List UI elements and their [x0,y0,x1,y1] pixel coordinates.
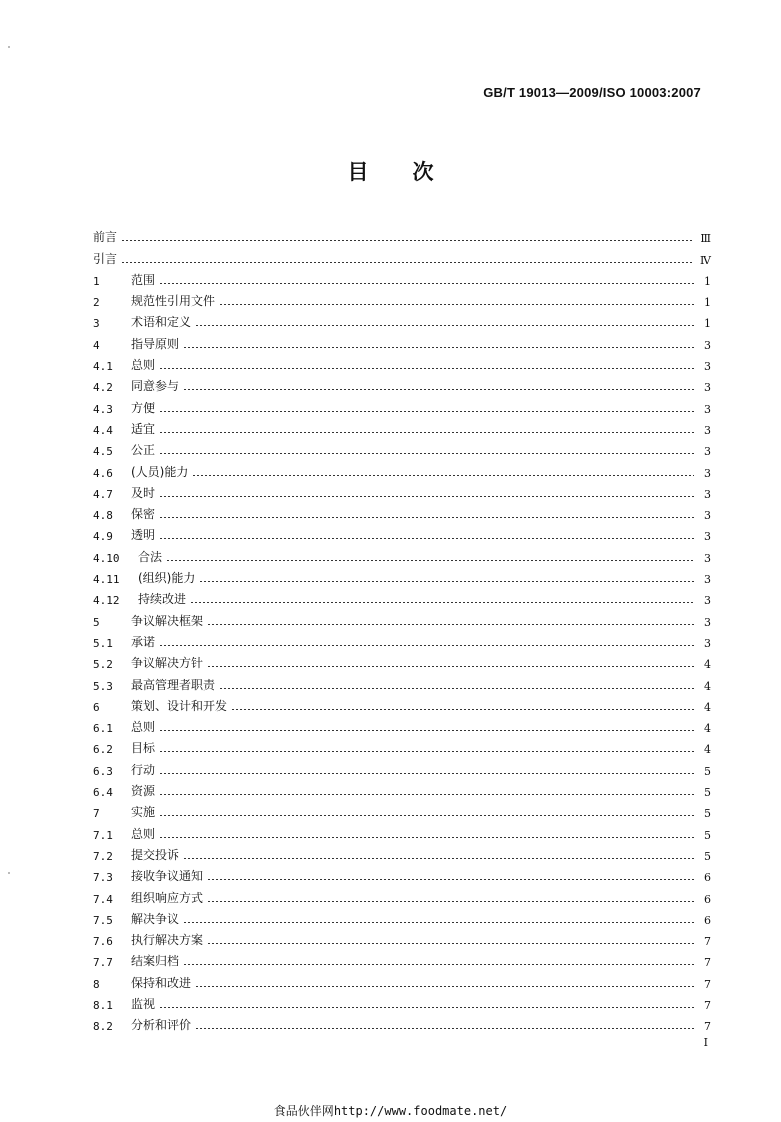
page-number: I [703,1036,708,1049]
toc-entry-label: 范围 [131,272,156,287]
toc-entry-number: 6.1 [93,722,113,736]
toc-entry-label: 提交投诉 [131,847,180,862]
toc-entry-number: 4.6 [93,466,113,480]
toc-entry-label: 分析和评价 [131,1018,192,1033]
dot-leader [166,560,694,561]
toc-entry-number: 6.4 [93,786,113,800]
dot-leader [219,304,694,305]
toc-entry[interactable] [93,756,711,777]
toc-entry-label: 目标 [131,741,156,756]
toc-entry-label: 监视 [131,996,156,1011]
toc-entry[interactable] [93,522,711,543]
dot-leader [199,581,694,582]
toc-entry-page: 4 [704,679,711,693]
dot-leader [159,730,694,731]
dot-leader [159,751,694,752]
toc-entry[interactable] [93,309,711,330]
toc-entry-page: 3 [704,551,711,565]
dot-leader [183,964,694,965]
toc-entry-number: 7.5 [93,913,113,927]
toc-entry[interactable] [93,650,711,671]
toc-entry[interactable] [93,629,711,650]
toc-entry-label: 规范性引用文件 [131,294,216,309]
toc-entry-label: 实施 [131,805,156,820]
toc-entry-label: 组织响应方式 [131,890,204,905]
dot-leader [121,240,694,241]
toc-entry[interactable] [93,714,711,735]
source-url[interactable]: http://www.foodmate.net/ [333,1104,508,1118]
toc-entry-label: 术语和定义 [131,315,192,330]
toc-entry[interactable] [93,437,711,458]
toc-entry-number: 5.2 [93,658,113,672]
toc-entry-page: 4 [704,700,711,714]
toc-entry-page: 3 [704,402,711,416]
toc-entry-label: 执行解决方案 [131,933,204,948]
toc-entry-label: 公正 [131,443,156,458]
dot-leader [183,389,694,390]
toc-entry-page: 3 [704,487,711,501]
toc-entry-page: 4 [704,743,711,757]
toc-entry-label: 总则 [131,358,156,373]
dot-leader [207,666,694,667]
toc-entry-page: 3 [704,615,711,629]
toc-entry[interactable] [93,224,711,245]
toc-entry-page: 6 [704,892,711,906]
dot-leader [183,347,694,348]
toc-entry-number: 7.6 [93,935,113,949]
toc-entry-number: 4 [93,338,100,352]
toc-entry-page: 5 [704,807,711,821]
toc-entry-number: 3 [93,317,100,331]
toc-entry-page: 7 [704,1020,711,1034]
dot-leader [159,645,694,646]
toc-entry-page: 5 [704,764,711,778]
toc-entry[interactable] [93,565,711,586]
toc-entry-number: 8 [93,977,100,991]
source-site-name: 食品伙伴网 [273,1104,334,1118]
dot-leader [190,602,694,603]
toc-entry-label: (人员)能力 [131,464,189,479]
toc-entry[interactable] [93,458,711,479]
toc-entry[interactable] [93,352,711,373]
toc-entry-number: 4.9 [93,530,113,544]
toc-entry-page: 7 [704,956,711,970]
toc-entry-number: 4.3 [93,402,113,416]
toc-entry-label: 及时 [131,485,156,500]
toc-entry-page: 3 [704,466,711,480]
toc-entry[interactable] [93,991,711,1012]
toc-entry-number: 7.7 [93,956,113,970]
dot-leader [159,432,694,433]
toc-entry-page: 7 [704,998,711,1012]
toc-entry-page: 1 [704,274,711,288]
toc-entry-page: 3 [704,530,711,544]
toc-entry-page: 3 [704,360,711,374]
toc-entry-number: 7.3 [93,871,113,885]
toc-entry-page: 3 [704,445,711,459]
dot-leader [159,538,694,539]
toc-entry[interactable] [93,245,711,266]
toc-entry-number: 7.1 [93,828,113,842]
toc-entry-label: 适宜 [131,421,156,436]
toc-entry[interactable] [93,671,711,692]
dot-leader [207,624,694,625]
toc-entry-page: 6 [704,913,711,927]
toc-entry[interactable] [93,884,711,905]
toc-entry-label: (组织)能力 [138,571,196,586]
toc-entry-page: 1 [704,317,711,331]
toc-entry-label: 争议解决方针 [131,656,204,671]
toc-entry-page: 3 [704,338,711,352]
toc-entry-number: 7.2 [93,849,113,863]
toc-entry[interactable] [93,842,711,863]
toc-entry-label: 保持和改进 [131,975,192,990]
toc-entry-number: 1 [93,274,100,288]
toc-entry-page: 3 [704,509,711,523]
dot-leader [195,986,694,987]
toc-entry-label: 策划、设计和开发 [131,698,228,713]
dot-leader [159,283,694,284]
toc-entry[interactable] [93,480,711,501]
toc-entry-number: 4.2 [93,381,113,395]
toc-entry[interactable] [93,906,711,927]
toc-entry-label: 引言 [93,251,118,266]
toc-entry-number: 7 [93,807,100,821]
standard-code: GB/T 19013—2009/ISO 10003:2007 [483,85,701,100]
toc-entry-page: 7 [704,977,711,991]
toc-entry-number: 4.12 [93,594,120,608]
toc-entry-number: 4.4 [93,423,113,437]
toc-entry-label: 持续改进 [138,592,187,607]
dot-leader [159,453,694,454]
toc-entry-label: 保密 [131,507,156,522]
toc-entry[interactable] [93,501,711,522]
toc-entry-label: 总则 [131,826,156,841]
dot-leader [219,688,694,689]
dot-leader [207,879,694,880]
toc-entry[interactable] [93,969,711,990]
dot-leader [159,1007,694,1008]
toc-entry[interactable] [93,267,711,288]
toc-entry-number: 8.1 [93,998,113,1012]
toc-entry-page: 5 [704,849,711,863]
scan-speck [8,872,10,874]
toc-entry-number: 4.7 [93,487,113,501]
toc-entry-number: 4.10 [93,551,120,565]
dot-leader [159,837,694,838]
toc-entry[interactable] [93,607,711,628]
toc-entry-page: 7 [704,935,711,949]
toc-entry-label: 同意参与 [131,379,180,394]
toc-entry-number: 6 [93,700,100,714]
toc-entry-page: 5 [704,828,711,842]
toc-entry-label: 透明 [131,528,156,543]
toc-entry-number: 4.11 [93,573,120,587]
toc-entry-label: 行动 [131,762,156,777]
toc-entry-page: 3 [704,573,711,587]
toc-entry[interactable] [93,543,711,564]
toc-entry[interactable] [93,948,711,969]
toc-entry-label: 指导原则 [131,336,180,351]
toc-entry-number: 8.2 [93,1020,113,1034]
toc-entry-number: 5 [93,615,100,629]
toc-entry-page: 6 [704,871,711,885]
toc-entry-number: 4.5 [93,445,113,459]
source-watermark [0,1102,781,1119]
dot-leader [207,943,694,944]
toc-entry-number: 6.2 [93,743,113,757]
toc-entry-label: 资源 [131,784,156,799]
dot-leader [195,325,694,326]
table-of-contents [93,224,711,1033]
dot-leader [159,368,694,369]
toc-entry-page: 4 [704,658,711,672]
toc-entry[interactable] [93,1012,711,1033]
toc-entry-number: 5.1 [93,636,113,650]
toc-entry-page: 5 [704,786,711,800]
dot-leader [159,517,694,518]
toc-entry-page: 1 [704,296,711,310]
toc-entry-number: 4.8 [93,509,113,523]
toc-entry[interactable] [93,394,711,415]
toc-entry-label: 接收争议通知 [131,869,204,884]
toc-entry-number: 6.3 [93,764,113,778]
dot-leader [159,794,694,795]
dot-leader [159,411,694,412]
toc-entry[interactable] [93,373,711,394]
toc-entry-label: 承诺 [131,634,156,649]
toc-entry-page: 3 [704,636,711,650]
dot-leader [159,815,694,816]
toc-entry-label: 结案归档 [131,954,180,969]
toc-entry[interactable] [93,927,711,948]
toc-entry-number: 5.3 [93,679,113,693]
dot-leader [159,773,694,774]
toc-entry-label: 合法 [138,549,163,564]
toc-entry-label: 最高管理者职责 [131,677,216,692]
toc-entry[interactable] [93,330,711,351]
toc-entry-number: 4.1 [93,360,113,374]
toc-entry-label: 前言 [93,230,118,245]
toc-entry-number: 2 [93,296,100,310]
page-title: 目次 [347,160,478,184]
toc-entry-page: 3 [704,594,711,608]
toc-entry[interactable] [93,586,711,607]
dot-leader [159,496,694,497]
toc-entry[interactable] [93,863,711,884]
dot-leader [192,475,694,476]
toc-entry-label: 总则 [131,720,156,735]
toc-entry[interactable] [93,778,711,799]
scan-speck [8,46,10,48]
toc-entry[interactable] [93,735,711,756]
dot-leader [121,262,694,263]
dot-leader [231,709,694,710]
toc-entry-label: 解决争议 [131,911,180,926]
toc-entry-page: 3 [704,423,711,437]
toc-entry[interactable] [93,288,711,309]
toc-entry-label: 争议解决框架 [131,613,204,628]
toc-entry-number: 7.4 [93,892,113,906]
dot-leader [207,901,694,902]
dot-leader [183,858,694,859]
dot-leader [195,1028,694,1029]
toc-entry-page: Ⅳ [700,253,711,267]
toc-entry-page: 4 [704,722,711,736]
toc-entry-page: Ⅲ [700,232,711,246]
toc-entry[interactable] [93,799,711,820]
toc-entry[interactable] [93,693,711,714]
toc-entry[interactable] [93,820,711,841]
dot-leader [183,922,694,923]
toc-entry[interactable] [93,416,711,437]
toc-entry-page: 3 [704,381,711,395]
toc-entry-label: 方便 [131,400,156,415]
